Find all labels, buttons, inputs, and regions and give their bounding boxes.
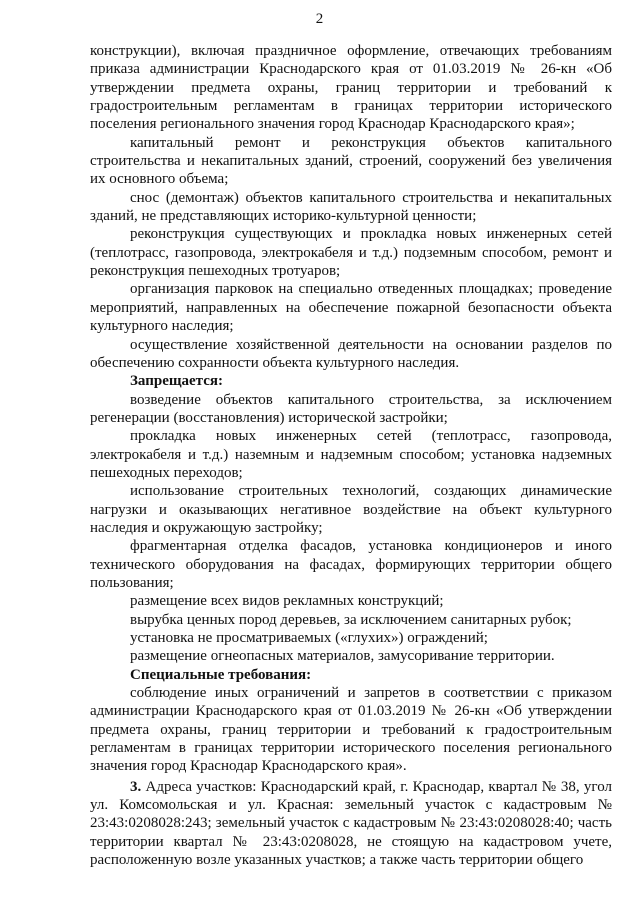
page-number: 2 bbox=[315, 11, 324, 27]
paragraph: использование строительных технологий, создающих динамические нагрузки и оказывающих негативное воздействие на объект культурного наследия и окружающую застройку; bbox=[90, 483, 612, 536]
paragraph-number: 3. bbox=[130, 778, 142, 795]
paragraph: размещение всех видов рекламных конструкций; bbox=[130, 593, 444, 610]
paragraph: снос (демонтаж) объектов капитального строительства и некапитальных зданий, не представляющих историко-культурной ценности; bbox=[90, 189, 612, 225]
paragraph: осуществление хозяйственной деятельности на основании разделов по обеспечению сохранности объекта культурного наследия. bbox=[90, 336, 612, 371]
paragraph: конструкции), включая праздничное оформление, отвечающих требованиям приказа администрации Краснодарского края от 01.03.2019 № 26-кн «Об утверждении предмета охраны, границ территории и требований к градостроительным регламентам в границах территории исторического поселения регионального значения город Краснодар Краснодарского края»; bbox=[90, 43, 612, 133]
paragraph-text: Адреса участков: Краснодарский край, г. Краснодар, квартал № 38, угол ул. Комсомольская и ул. Красная: земельный участок с кадастровым № 23:43:0208028:243; земельный участок с кадастровым № 23:43:0208028:40; часть территории квартал № 23:43:0208028, не стоящую на кадастровом учете, расположенную возле указанных участков; а также часть территории общего bbox=[90, 778, 612, 869]
paragraph: реконструкция существующих и прокладка новых инженерных сетей (теплотрасс, газопровода, электрокабеля и т.д.) подземным способом, ремонт и реконструкция пешеходных тротуаров; bbox=[90, 226, 612, 280]
section-heading-special-requirements: Специальные требования: bbox=[130, 666, 312, 683]
paragraph: установка не просматриваемых («глухих») ограждений; bbox=[130, 630, 488, 646]
paragraph: соблюдение иных ограничений и запретов в соответствии с приказом администрации Краснодарского края от 01.03.2019 № 26-кн «Об утверждении предмета охраны, границ территории и требований к градостроительным регламентам в границах территории исторического поселения регионального значения город Краснодар Краснодарского края». bbox=[90, 685, 612, 775]
document-body bbox=[90, 42, 612, 869]
paragraph: фрагментарная отделка фасадов, установка кондиционеров и иного технического оборудования на фасадах, формирующих территории общего пользования; bbox=[90, 538, 612, 591]
paragraph: прокладка новых инженерных сетей (теплотрасс, газопровода, электрокабеля и т.д.) наземным и надземным способом; установка надземных пешеходных переходов; bbox=[90, 428, 612, 481]
paragraph: возведение объектов капитального строительства, за исключением регенерации (восстановления) исторической застройки; bbox=[90, 391, 612, 426]
paragraph-addresses bbox=[90, 778, 612, 870]
paragraph: вырубка ценных пород деревьев, за исключением санитарных рубок; bbox=[130, 611, 572, 628]
paragraph: капитальный ремонт и реконструкция объектов капитального строительства и некапитальных зданий, строений, сооружений без увеличения их основного объема; bbox=[90, 134, 612, 188]
paragraph: организация парковок на специально отведенных площадках; проведение мероприятий, направленных на обеспечение пожарной безопасности объекта культурного наследия; bbox=[90, 281, 612, 335]
section-heading-prohibited: Запрещается: bbox=[130, 373, 224, 390]
paragraph: размещение огнеопасных материалов, замусоривание территории. bbox=[130, 648, 555, 665]
